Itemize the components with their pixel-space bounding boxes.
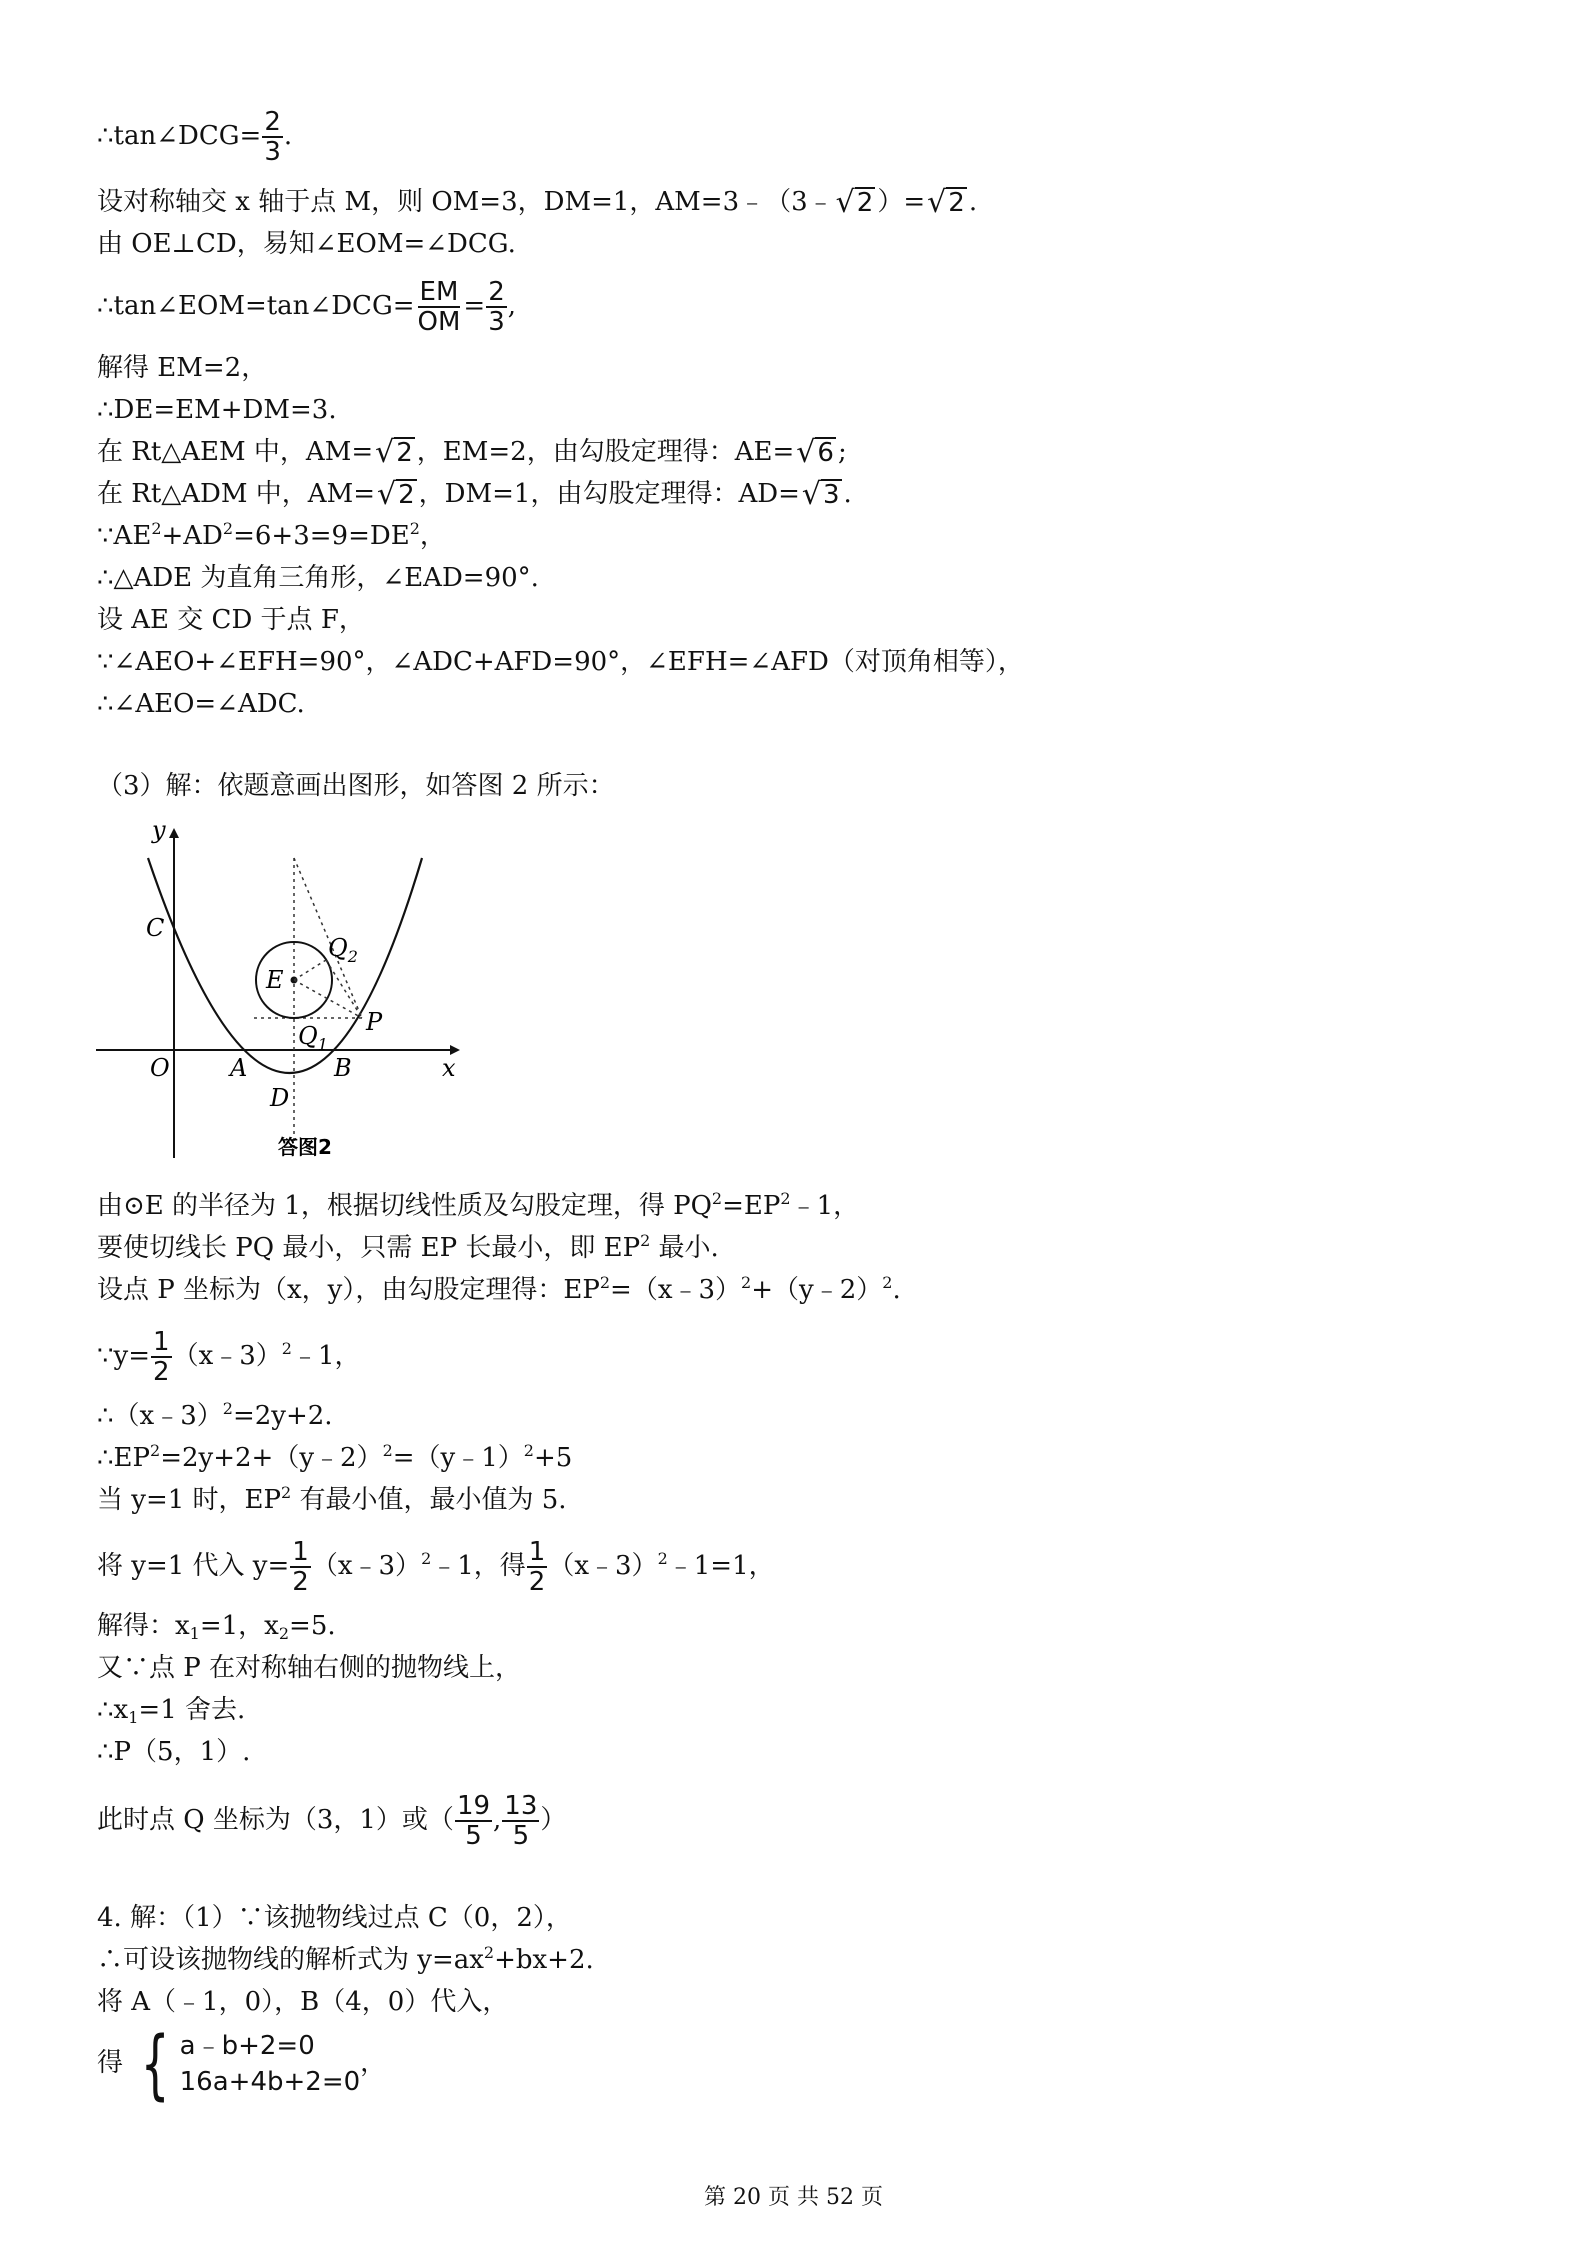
text: =1 舍去. [138, 1695, 246, 1725]
line-11: 设 AE 交 CD 于点 F， [97, 605, 365, 635]
text: . [968, 187, 978, 217]
text: , [493, 1805, 502, 1835]
text: ∵AE [97, 521, 152, 551]
text: ∴（x﹣3） [97, 1401, 223, 1431]
text: 在 Rt△AEM 中，AM= [97, 437, 374, 467]
fraction [486, 278, 507, 336]
dotted-line-eq2 [294, 960, 326, 980]
label-b: B [334, 1054, 352, 1082]
text: （x﹣3） [311, 1551, 422, 1581]
text: , [507, 291, 517, 321]
line-23 [97, 1610, 336, 1642]
text: ）= [877, 187, 926, 217]
text: =1，x [199, 1611, 279, 1641]
parabola-figure [90, 818, 470, 1178]
text: =2y+2. [232, 1401, 333, 1431]
denominator: 2 [153, 1357, 170, 1387]
radicand: 2 [948, 188, 965, 218]
text: 在 Rt△ADM 中，AM= [97, 479, 375, 509]
text: ∴可设该抛物线的解析式为 y=ax [97, 1945, 484, 1975]
text: （x﹣3） [548, 1551, 658, 1581]
text: =6+3=9=DE [233, 521, 410, 551]
text: ，DM=1，由勾股定理得：AD= [418, 479, 800, 509]
line-24: 又∵点 P 在对称轴右侧的抛物线上， [97, 1653, 522, 1683]
text: . [892, 1275, 901, 1305]
figure-caption: 答图2 [278, 1135, 332, 1159]
numerator: EM [419, 277, 459, 307]
label-q2-sub: 2 [347, 947, 358, 966]
text: ） [540, 1805, 567, 1835]
line-25 [97, 1694, 245, 1726]
label-q2 [328, 934, 358, 966]
text: +（y﹣2） [751, 1275, 883, 1305]
line-27 [97, 1792, 566, 1850]
line-3: 由 OE⊥CD，易知∠EOM=∠DCG. [97, 229, 516, 259]
label-e: E [266, 966, 284, 994]
fraction [527, 1538, 548, 1596]
line-30: 将 A（﹣1，0），B（4，0）代入， [97, 1987, 509, 2017]
equation-list [180, 2028, 361, 2100]
line-13: ∴∠AEO=∠ADC. [97, 689, 305, 719]
page-footer: 第 20 页 共 52 页 [704, 2185, 883, 2210]
line-28: 4. 解：（1）∵该抛物线过点 C（0，2）， [97, 1903, 572, 1933]
label-y: y [152, 818, 166, 844]
brace-icon: { [140, 2019, 170, 2108]
radicand: 3 [822, 480, 840, 510]
numerator: 2 [488, 277, 505, 307]
line-21 [97, 1484, 567, 1516]
superscript: 2 [222, 1399, 233, 1418]
text: ∴EP [97, 1443, 151, 1473]
label-d: D [270, 1084, 290, 1112]
denominator: 2 [292, 1567, 309, 1597]
equation-system [131, 2019, 361, 2108]
line-8 [97, 478, 852, 511]
line-1 [97, 108, 292, 166]
line-5: 解得 EM=2， [97, 353, 268, 383]
radicand: 2 [396, 438, 413, 468]
text: =5. [289, 1611, 336, 1641]
radicand: 6 [817, 438, 834, 468]
superscript: 2 [421, 1549, 432, 1568]
text: 当 y=1 时，EP [97, 1485, 282, 1515]
line-12: ∵∠AEO+∠EFH=90°，∠ADC+AFD=90°，∠EFH=∠AFD（对顶角相等）， [97, 647, 1024, 677]
text: 此时点 Q 坐标为（3，1）或（ [97, 1805, 454, 1835]
line-7 [97, 436, 847, 469]
subscript: 1 [189, 1624, 200, 1643]
text: . [283, 121, 293, 151]
text: 得 [97, 2048, 124, 2078]
line-26: ∴P（5，1）. [97, 1737, 251, 1767]
denominator: 3 [264, 137, 281, 167]
superscript: 2 [882, 1273, 893, 1292]
label-q1-letter: Q [298, 1022, 318, 1050]
text: 最小. [650, 1233, 719, 1263]
superscript: 2 [657, 1549, 668, 1568]
text: +bx+2. [494, 1945, 594, 1975]
superscript: 2 [599, 1273, 611, 1292]
text: ∴tan∠DCG= [97, 121, 262, 151]
text: ， [419, 521, 446, 551]
text: =2y+2+（y﹣2） [160, 1443, 383, 1473]
text: 要使切线长 PQ 最小，只需 EP 长最小，即 EP [97, 1233, 641, 1263]
text: =（y﹣1） [392, 1443, 524, 1473]
numerator: 1 [153, 1327, 170, 1357]
superscript: 2 [523, 1441, 534, 1460]
superscript: 2 [222, 519, 234, 538]
label-p: P [366, 1008, 383, 1036]
fraction [455, 1792, 492, 1850]
numerator: 13 [504, 1791, 538, 1821]
text: 设点 P 坐标为（x，y），由勾股定理得：EP [97, 1275, 600, 1305]
line-15 [97, 1190, 859, 1222]
line-18 [97, 1328, 361, 1386]
numerator: 2 [264, 107, 281, 137]
label-c: C [146, 914, 165, 942]
line-2 [97, 186, 977, 219]
numerator: 19 [456, 1791, 491, 1821]
radicand: 2 [856, 188, 874, 218]
text: ﹣1，得 [431, 1551, 526, 1581]
text: 由⊙E 的半径为 1，根据切线性质及勾股定理，得 PQ [97, 1191, 712, 1221]
line-22 [97, 1538, 775, 1596]
line-29 [97, 1944, 594, 1976]
fraction [502, 1792, 539, 1850]
sqrt: √ 2 [375, 435, 413, 470]
label-q1-sub: 1 [317, 1035, 328, 1054]
line-31 [97, 2019, 387, 2108]
line-9 [97, 520, 446, 552]
superscript: 2 [483, 1943, 495, 1962]
numerator: 1 [292, 1537, 309, 1567]
line-17 [97, 1274, 901, 1306]
fraction [262, 108, 283, 166]
subscript: 2 [278, 1624, 290, 1643]
denominator: OM [417, 307, 461, 337]
line-14: （3）解：依题意画出图形，如答图 2 所示： [97, 771, 615, 801]
label-q1 [298, 1022, 328, 1054]
line-10: ∴△ADE 为直角三角形，∠EAD=90°. [97, 563, 539, 593]
text: +AD [161, 521, 223, 551]
superscript: 2 [150, 1441, 161, 1460]
sqrt: √ 6 [796, 435, 834, 470]
fraction [290, 1538, 311, 1596]
sqrt: √ 2 [835, 185, 874, 220]
line-19 [97, 1400, 333, 1432]
superscript: 2 [281, 1483, 292, 1502]
superscript: 2 [640, 1231, 651, 1250]
denominator: 5 [465, 1821, 482, 1851]
denominator: 3 [488, 307, 505, 337]
text: +5 [533, 1443, 573, 1473]
line-4 [97, 278, 516, 336]
text: ，EM=2，由勾股定理得：AE= [416, 437, 795, 467]
fraction [151, 1328, 172, 1386]
text: =EP [722, 1191, 781, 1221]
text: ; [837, 437, 847, 467]
sqrt: √ 2 [376, 477, 415, 512]
superscript: 2 [741, 1273, 752, 1292]
text: ， [360, 2048, 387, 2078]
text: =（x﹣3） [610, 1275, 742, 1305]
superscript: 2 [711, 1189, 723, 1208]
text: 将 y=1 代入 y= [97, 1551, 290, 1581]
sqrt: √ 3 [801, 477, 840, 512]
label-o: O [150, 1054, 170, 1082]
text: 设对称轴交 x 轴于点 M，则 OM=3，DM=1，AM=3﹣（3﹣ [97, 187, 834, 217]
text: ﹣1=1， [667, 1551, 775, 1581]
parabola-curve [148, 858, 422, 1073]
text: ∴x [97, 1695, 129, 1725]
text: ∵y= [97, 1341, 151, 1371]
numerator: 1 [528, 1537, 546, 1567]
label-a: A [230, 1054, 248, 1082]
text: = [463, 291, 486, 321]
sqrt: √ 2 [927, 185, 965, 220]
text: . [843, 479, 852, 509]
equation-1: a﹣b+2=0 [179, 2031, 315, 2061]
line-16 [97, 1232, 719, 1264]
superscript: 2 [281, 1339, 292, 1358]
text: ﹣1， [291, 1341, 361, 1371]
denominator: 2 [528, 1567, 546, 1597]
text: ﹣1， [790, 1191, 860, 1221]
fraction [416, 278, 463, 336]
line-6: ∴DE=EM+DM=3. [97, 395, 337, 425]
text: ∴tan∠EOM=tan∠DCG= [97, 291, 415, 321]
label-q2-letter: Q [328, 934, 348, 962]
superscript: 2 [382, 1441, 393, 1460]
superscript: 2 [409, 519, 420, 538]
radicand: 2 [398, 480, 415, 510]
superscript: 2 [780, 1189, 791, 1208]
subscript: 1 [128, 1708, 139, 1727]
text: 有最小值，最小值为 5. [291, 1485, 567, 1515]
line-20 [97, 1442, 572, 1474]
text: （x﹣3） [172, 1341, 282, 1371]
text: 解得：x [97, 1611, 190, 1641]
equation-2: 16a+4b+2=0 [179, 2067, 361, 2097]
label-x: x [442, 1054, 456, 1082]
denominator: 5 [512, 1821, 530, 1851]
superscript: 2 [151, 519, 162, 538]
